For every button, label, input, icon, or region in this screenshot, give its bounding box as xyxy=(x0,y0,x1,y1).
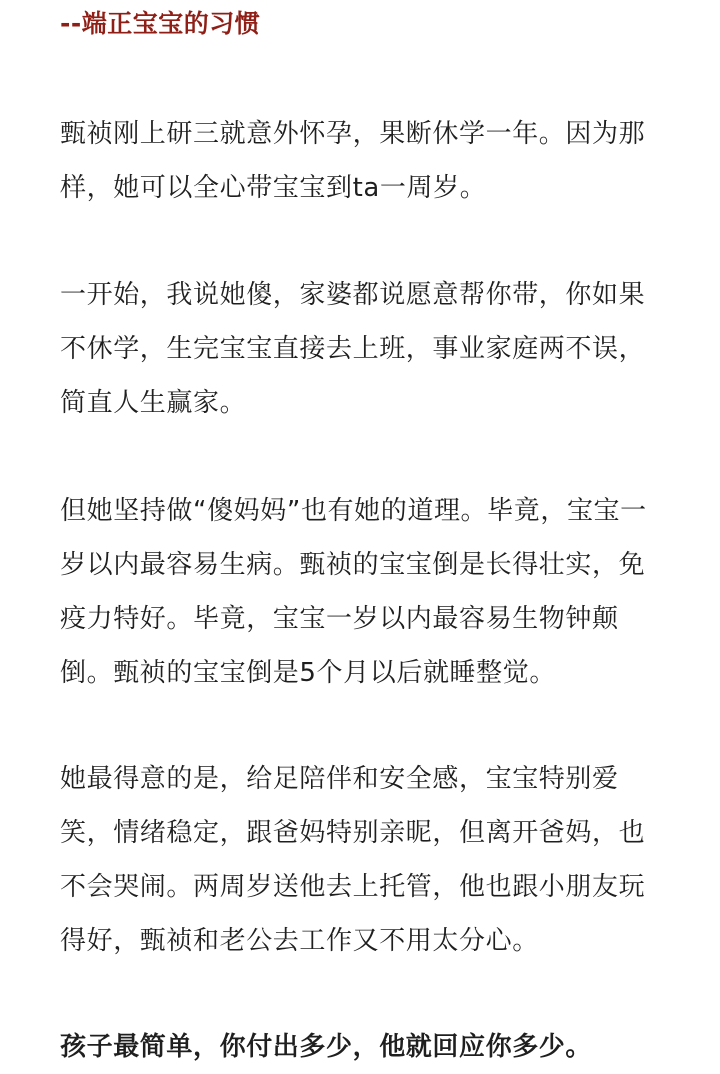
paragraph-line: 得好，甄祯和老公去工作又不用太分心。 xyxy=(60,926,539,956)
paragraph-line: 疫力特好。毕竟，宝宝一岁以内最容易生物钟颠 xyxy=(60,604,619,634)
paragraph-line: 样，她可以全心带宝宝到ta一周岁。 xyxy=(60,173,487,203)
paragraph-4 xyxy=(60,752,660,968)
paragraph-line: 笑，情绪稳定，跟爸妈特别亲昵，但离开爸妈，也 xyxy=(60,818,646,848)
paragraph-3 xyxy=(60,484,660,700)
paragraph-line: 岁以内最容易生病。甄祯的宝宝倒是长得壮实，免 xyxy=(60,550,646,580)
paragraph-line: 孩子最简单，你付出多少，他就回应你多少。 xyxy=(60,1032,593,1062)
paragraph-2 xyxy=(60,268,660,430)
paragraph-line: 甄祯刚上研三就意外怀孕，果断休学一年。因为那 xyxy=(60,119,646,149)
section-heading: --端正宝宝的习惯 xyxy=(60,9,261,38)
paragraph-line: 一开始，我说她傻，家婆都说愿意帮你带，你如果 xyxy=(60,280,646,310)
paragraph-line: 倒。甄祯的宝宝倒是5个月以后就睡整觉。 xyxy=(60,658,556,688)
paragraph-line: 简直人生赢家。 xyxy=(60,388,247,418)
closing-statement xyxy=(60,1020,660,1074)
paragraph-line: 不会哭闹。两周岁送他去上托管，他也跟小朋友玩 xyxy=(60,872,646,902)
paragraph-line: 她最得意的是，给足陪伴和安全感，宝宝特别爱 xyxy=(60,764,619,794)
paragraph-1 xyxy=(60,107,660,215)
paragraph-line: 不休学，生完宝宝直接去上班，事业家庭两不误， xyxy=(60,334,646,364)
paragraph-line: 但她坚持做“傻妈妈”也有她的道理。毕竟，宝宝一 xyxy=(60,496,647,526)
